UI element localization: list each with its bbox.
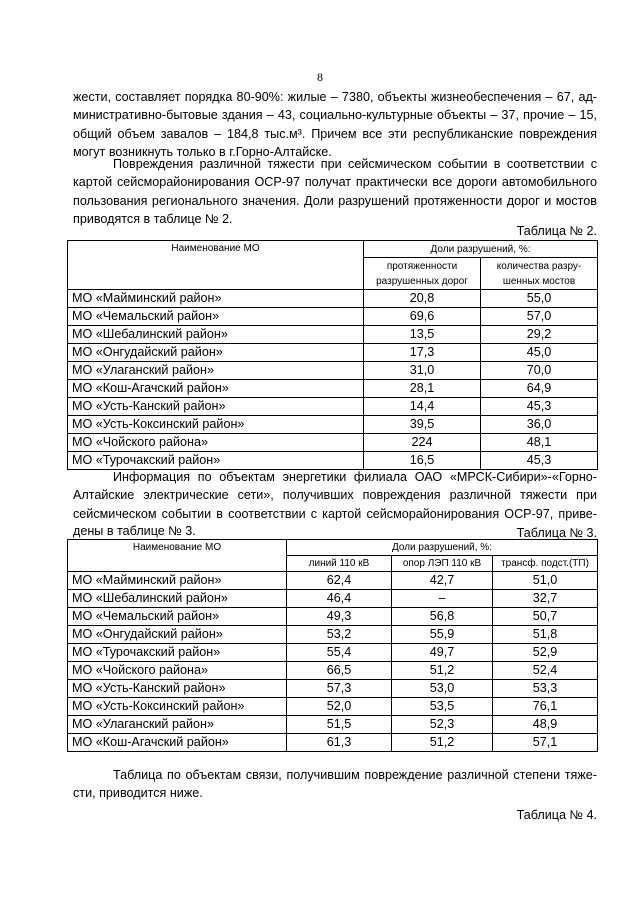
table-row xyxy=(68,416,598,434)
value-cell-bridges: 64,9 xyxy=(481,380,598,398)
municipality-name-cell: МО «Усть-Коксинский район» xyxy=(68,698,287,716)
value-cell-roads: 17,3 xyxy=(364,344,481,362)
table-3-header-name: Наименование МО xyxy=(68,540,287,572)
value-cell-lines: 51,5 xyxy=(287,716,392,734)
value-cell-bridges: 45,3 xyxy=(481,398,598,416)
table-2-header-name: Наименование МО xyxy=(68,241,364,290)
text-line: жести, составляет порядка 80-90%: жилые – 7380, объекты жизнеобеспечения – 67, ад- xyxy=(73,90,597,104)
value-cell-roads: 13,5 xyxy=(364,326,481,344)
value-cell-tp: 52,4 xyxy=(493,662,598,680)
value-cell-lines: 57,3 xyxy=(287,680,392,698)
text-line: картой сейсморайонирования ОСР-97 получат практически все дороги автомобильного xyxy=(73,175,597,190)
municipality-name-cell: МО «Чемальский район» xyxy=(68,308,364,326)
text-line: сти, приводится ниже. xyxy=(73,786,203,801)
value-cell-tp: 50,7 xyxy=(493,608,598,626)
table-2 xyxy=(67,240,598,470)
table-row xyxy=(68,290,598,308)
table-row xyxy=(68,572,598,590)
value-cell-tp: 48,9 xyxy=(493,716,598,734)
value-cell-roads: 31,0 xyxy=(364,362,481,380)
table-2-caption: Таблица № 2. xyxy=(516,224,597,238)
value-cell-tp: 57,1 xyxy=(493,734,598,752)
text-line: министративно-бытовые здания – 43, социально-культурные объекты – 37, прочие – 15, xyxy=(73,108,597,123)
page-number: 8 xyxy=(317,70,323,84)
table-3-subheader-lines: линий 110 кВ xyxy=(287,556,392,572)
value-cell-poles: 55,9 xyxy=(392,626,493,644)
text-line: сейсмическом событии в соответствии с картой сейсморайонирования ОСР-97, приве- xyxy=(73,506,597,521)
table-row xyxy=(68,344,598,362)
value-cell-roads: 20,8 xyxy=(364,290,481,308)
table-row xyxy=(68,326,598,344)
table-row xyxy=(68,608,598,626)
value-cell-bridges: 29,2 xyxy=(481,326,598,344)
text-line: могут возникнуть только в г.Горно-Алтайске. xyxy=(73,145,332,160)
value-cell-lines: 61,3 xyxy=(287,734,392,752)
municipality-name-cell: МО «Майминский район» xyxy=(68,572,287,590)
table-row xyxy=(68,698,598,716)
table-row xyxy=(68,434,598,452)
table-row xyxy=(68,644,598,662)
paragraph-1 xyxy=(73,88,597,162)
value-cell-poles: 51,2 xyxy=(392,662,493,680)
value-cell-lines: 52,0 xyxy=(287,698,392,716)
value-cell-lines: 53,2 xyxy=(287,626,392,644)
value-cell-poles: 53,5 xyxy=(392,698,493,716)
value-cell-poles: 52,3 xyxy=(392,716,493,734)
text-line: пользования регионального значения. Доли разрушений протяженности дорог и мостов xyxy=(73,193,597,208)
municipality-name-cell: МО «Улаганский район» xyxy=(68,362,364,380)
text-line: Алтайские электрические сети», получивших повреждения различной тяжести при xyxy=(73,488,597,503)
table-row xyxy=(68,680,598,698)
municipality-name-cell: МО «Онгудайский район» xyxy=(68,626,287,644)
paragraph-2 xyxy=(73,155,597,229)
value-cell-tp: 32,7 xyxy=(493,590,598,608)
value-cell-poles: – xyxy=(392,590,493,608)
municipality-name-cell: МО «Шебалинский район» xyxy=(68,590,287,608)
municipality-name-cell: МО «Майминский район» xyxy=(68,290,364,308)
value-cell-lines: 62,4 xyxy=(287,572,392,590)
municipality-name-cell: МО «Турочакский район» xyxy=(68,452,364,470)
value-cell-bridges: 36,0 xyxy=(481,416,598,434)
table-row xyxy=(68,380,598,398)
value-cell-bridges: 45,3 xyxy=(481,452,598,470)
value-cell-lines: 66,5 xyxy=(287,662,392,680)
value-cell-poles: 53,0 xyxy=(392,680,493,698)
text-line: Таблица по объектам связи, получившим повреждение различной степени тяже- xyxy=(113,768,597,782)
value-cell-roads: 39,5 xyxy=(364,416,481,434)
value-cell-poles: 42,7 xyxy=(392,572,493,590)
value-cell-roads: 28,1 xyxy=(364,380,481,398)
table-2-subheader-roads: протяженности разрушенных дорог xyxy=(364,258,481,290)
table-row xyxy=(68,452,598,470)
municipality-name-cell: МО «Чойского района» xyxy=(68,662,287,680)
table-row xyxy=(68,734,598,752)
table-3-caption: Таблица № 3. xyxy=(516,526,597,540)
municipality-name-cell: МО «Онгудайский район» xyxy=(68,344,364,362)
text-line: общий объем завалов – 184,8 тыс.м³. Причем все эти республиканские повреждения xyxy=(73,126,597,141)
value-cell-tp: 53,3 xyxy=(493,680,598,698)
table-4-caption: Таблица № 4. xyxy=(516,808,597,822)
table-row xyxy=(68,398,598,416)
table-3 xyxy=(67,539,598,752)
text-line: дены в таблице № 3. xyxy=(73,524,196,539)
table-2-subheader-bridges: количества разру- шенных мостов xyxy=(481,258,598,290)
value-cell-bridges: 48,1 xyxy=(481,434,598,452)
text-line: приводятся в таблице № 2. xyxy=(73,212,233,227)
value-cell-tp: 76,1 xyxy=(493,698,598,716)
value-cell-poles: 56,8 xyxy=(392,608,493,626)
paragraph-4 xyxy=(73,766,597,803)
value-cell-roads: 16,5 xyxy=(364,452,481,470)
value-cell-lines: 46,4 xyxy=(287,590,392,608)
value-cell-poles: 51,2 xyxy=(392,734,493,752)
value-cell-tp: 52,9 xyxy=(493,644,598,662)
table-row xyxy=(68,362,598,380)
municipality-name-cell: МО «Чемальский район» xyxy=(68,608,287,626)
value-cell-tp: 51,0 xyxy=(493,572,598,590)
table-row xyxy=(68,308,598,326)
value-cell-poles: 49,7 xyxy=(392,644,493,662)
value-cell-roads: 69,6 xyxy=(364,308,481,326)
value-cell-bridges: 45,0 xyxy=(481,344,598,362)
table-row xyxy=(68,590,598,608)
value-cell-roads: 14,4 xyxy=(364,398,481,416)
municipality-name-cell: МО «Турочакский район» xyxy=(68,644,287,662)
value-cell-bridges: 70,0 xyxy=(481,362,598,380)
municipality-name-cell: МО «Усть-Коксинский район» xyxy=(68,416,364,434)
text-line: Повреждения различной тяжести при сейсмическом событии в соответствии с xyxy=(113,157,597,171)
value-cell-roads: 224 xyxy=(364,434,481,452)
municipality-name-cell: МО «Улаганский район» xyxy=(68,716,287,734)
table-3-subheader-poles: опор ЛЭП 110 кВ xyxy=(392,556,493,572)
table-row xyxy=(68,626,598,644)
table-2-header-group: Доли разрушений, %: xyxy=(364,241,598,258)
value-cell-tp: 51,8 xyxy=(493,626,598,644)
value-cell-lines: 55,4 xyxy=(287,644,392,662)
text-line: Информация по объектам энергетики филиала ОАО «МРСК-Сибири»-«Горно- xyxy=(113,470,597,484)
table-row xyxy=(68,716,598,734)
municipality-name-cell: МО «Кош-Агачский район» xyxy=(68,380,364,398)
municipality-name-cell: МО «Шебалинский район» xyxy=(68,326,364,344)
value-cell-lines: 49,3 xyxy=(287,608,392,626)
table-row xyxy=(68,662,598,680)
table-3-header-group: Доли разрушений, %: xyxy=(287,540,598,556)
table-3-subheader-tp: трансф. подст.(ТП) xyxy=(493,556,598,572)
value-cell-bridges: 55,0 xyxy=(481,290,598,308)
municipality-name-cell: МО «Чойского района» xyxy=(68,434,364,452)
municipality-name-cell: МО «Усть-Канский район» xyxy=(68,398,364,416)
municipality-name-cell: МО «Усть-Канский район» xyxy=(68,680,287,698)
municipality-name-cell: МО «Кош-Агачский район» xyxy=(68,734,287,752)
value-cell-bridges: 57,0 xyxy=(481,308,598,326)
